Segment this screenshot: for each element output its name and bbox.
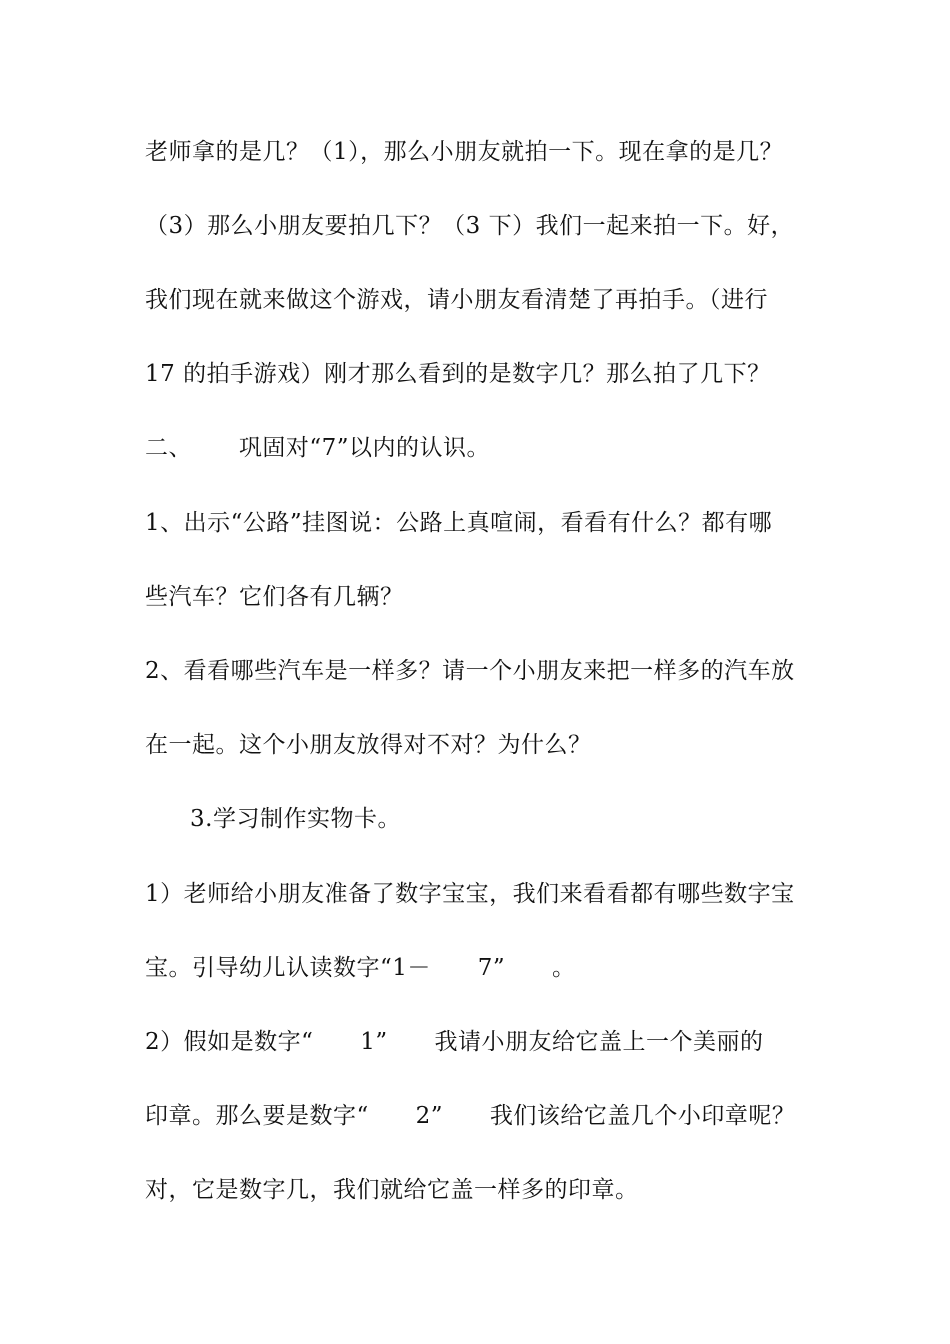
text-line: 1、出示“公路”挂图说：公路上真喧闹，看看有什么？都有哪 — [145, 510, 773, 536]
text-line: 对，它是数字几，我们就给它盖一样多的印章。 — [145, 1177, 639, 1203]
text-line: 在一起。这个小朋友放得对不对？为什么？ — [145, 732, 592, 758]
text-line: 些汽车？它们各有几辆？ — [145, 584, 404, 610]
text-line: 宝。引导幼儿认读数字“1－ 7” 。 — [145, 955, 576, 981]
text-line: 2、看看哪些汽车是一样多？请一个小朋友来把一样多的汽车放 — [145, 658, 795, 684]
section-heading: 二、 巩固对“7”以内的认识。 — [145, 435, 491, 461]
text-line: 老师拿的是几？（1），那么小朋友就拍一下。现在拿的是几？ — [145, 139, 784, 165]
subsection-heading: 3.学习制作实物卡。 — [190, 806, 401, 832]
text-line: 印章。那么要是数字“ 2” 我们该给它盖几个小印章呢？ — [145, 1103, 796, 1129]
text-line: 2）假如是数字“ 1” 我请小朋友给它盖上一个美丽的 — [145, 1029, 764, 1055]
text-line: （3）那么小朋友要拍几下？（3 下）我们一起来拍一下。好， — [145, 213, 795, 239]
text-line: 我们现在就来做这个游戏，请小朋友看清楚了再拍手。（进行 — [145, 287, 768, 313]
text-line: 1）老师给小朋友准备了数字宝宝，我们来看看都有哪些数字宝 — [145, 881, 795, 907]
text-line: 17 的拍手游戏）刚才那么看到的是数字几？那么拍了几下？ — [145, 361, 771, 387]
